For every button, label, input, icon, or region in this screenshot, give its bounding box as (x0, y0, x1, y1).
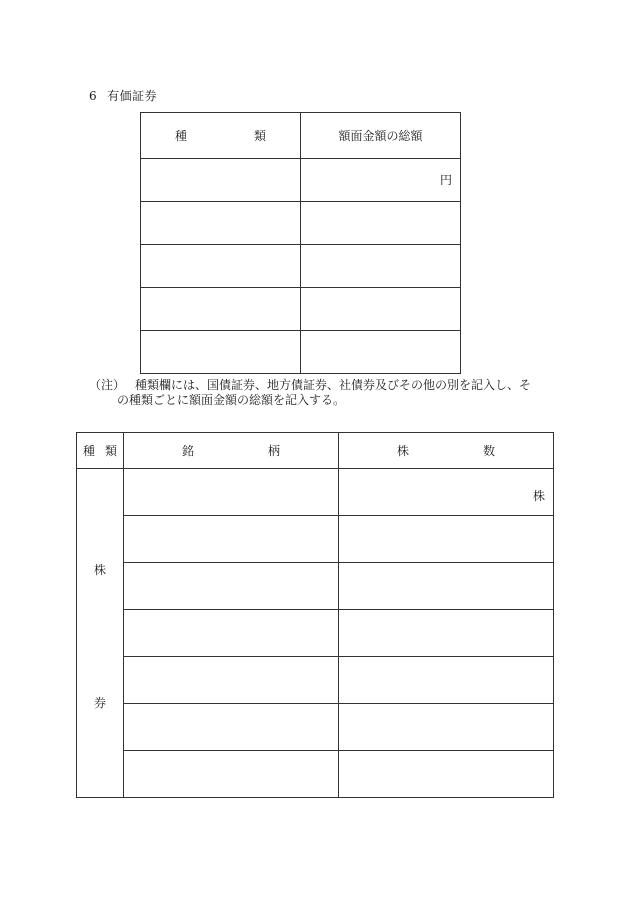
stock-kind-char-1: 株 (93, 563, 106, 577)
shares-cell[interactable] (339, 704, 554, 751)
kind-header (141, 113, 301, 159)
note-label: （注） (89, 378, 126, 392)
shares-header-right: 数 (482, 444, 495, 458)
brand-cell[interactable] (124, 657, 339, 704)
shares-cell[interactable] (339, 657, 554, 704)
table-row (141, 331, 461, 374)
brand-header-right: 柄 (267, 444, 280, 458)
shares-header-left: 株 (397, 444, 410, 458)
stock-kind-header (77, 433, 124, 469)
table-row (141, 202, 461, 245)
table-row (77, 563, 554, 610)
kind-cell[interactable] (141, 288, 301, 331)
note (89, 378, 559, 408)
note-line-1: 種類欄には、国債証券、地方債証券、社債券及びその他の別を記入し、そ (135, 378, 532, 392)
brand-cell[interactable] (124, 704, 339, 751)
table-row (77, 516, 554, 563)
amount-cell[interactable] (301, 331, 461, 374)
shares-header (339, 433, 554, 469)
brand-cell[interactable] (124, 751, 339, 798)
kind-header-right: 類 (253, 129, 266, 143)
stock-table (76, 432, 554, 798)
shares-unit: 株 (532, 489, 545, 503)
note-line-2: の種類ごとに額面金額の総額を記入する。 (117, 393, 346, 407)
amount-cell[interactable] (301, 245, 461, 288)
stock-table-header (77, 433, 554, 469)
table-row (77, 610, 554, 657)
amount-header: 額面金額の総額 (301, 113, 461, 159)
table-row (77, 657, 554, 704)
securities-table-header (141, 113, 461, 159)
table-row (77, 704, 554, 751)
brand-cell[interactable] (124, 610, 339, 657)
stock-kind-header-right: 類 (105, 444, 118, 458)
shares-cell[interactable] (339, 516, 554, 563)
securities-table (140, 112, 461, 374)
brand-header-left: 銘 (182, 444, 195, 458)
shares-cell[interactable] (339, 469, 554, 516)
brand-header (124, 433, 339, 469)
table-row (77, 469, 554, 516)
table-row (141, 245, 461, 288)
table-row (77, 751, 554, 798)
stock-kind-cell (77, 469, 124, 798)
kind-cell[interactable] (141, 159, 301, 202)
amount-cell[interactable] (301, 202, 461, 245)
brand-cell[interactable] (124, 563, 339, 610)
shares-cell[interactable] (339, 563, 554, 610)
brand-cell[interactable] (124, 469, 339, 516)
shares-cell[interactable] (339, 610, 554, 657)
kind-cell[interactable] (141, 202, 301, 245)
table-row (141, 288, 461, 331)
kind-header-left: 種 (175, 129, 188, 143)
kind-cell[interactable] (141, 331, 301, 374)
amount-cell[interactable] (301, 288, 461, 331)
stock-kind-char-2: 券 (93, 696, 106, 710)
section-title: 有価証券 (107, 89, 158, 103)
shares-cell[interactable] (339, 751, 554, 798)
yen-unit: 円 (439, 173, 452, 187)
stock-kind-header-left: 種 (82, 444, 95, 458)
amount-cell[interactable] (301, 159, 461, 202)
brand-cell[interactable] (124, 516, 339, 563)
table-row (141, 159, 461, 202)
kind-cell[interactable] (141, 245, 301, 288)
section-heading (89, 87, 157, 104)
section-number: 6 (89, 89, 98, 103)
